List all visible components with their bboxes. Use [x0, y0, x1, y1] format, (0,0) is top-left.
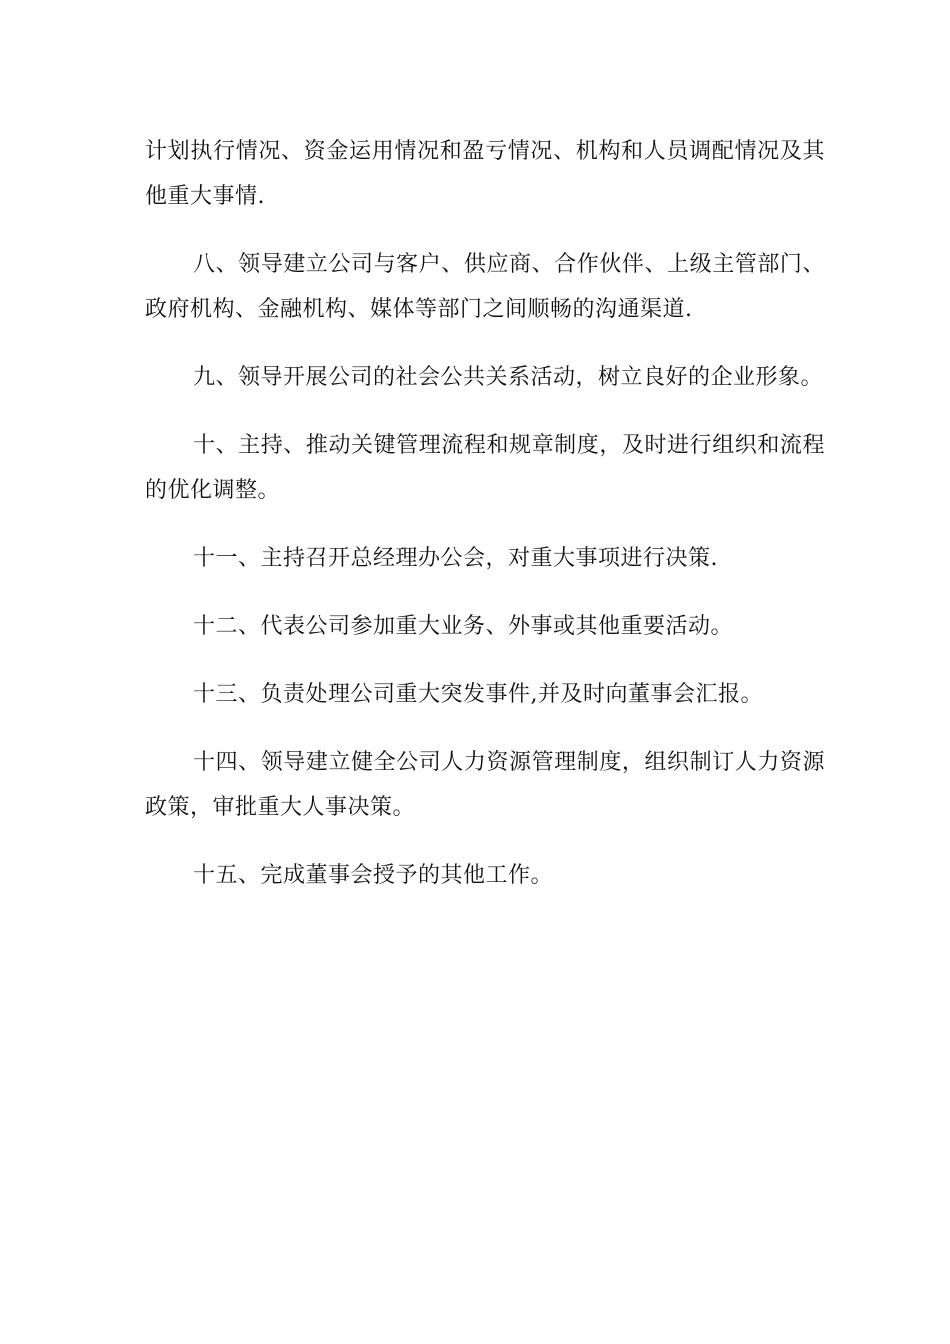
paragraph-continuation: 计划执行情况、资金运用情况和盈亏情况、机构和人员调配情况及其他重大事情.: [145, 139, 825, 209]
paragraph-item-13: 十三、负责处理公司重大突发事件,并及时向董事会汇报。: [193, 682, 763, 707]
paragraph-item-8: 八、领导建立公司与客户、供应商、合作伙伴、上级主管部门、政府机构、金融机构、媒体等部门之间顺畅的沟通渠道.: [145, 252, 825, 322]
paragraph-item-9: 九、领导开展公司的社会公共关系活动，树立良好的企业形象。: [193, 365, 824, 390]
paragraph-item-12: 十二、代表公司参加重大业务、外事或其他重要活动。: [193, 614, 734, 639]
paragraph-item-11: 十一、主持召开总经理办公会，对重大事项进行决策.: [193, 546, 718, 571]
document-body: [145, 129, 825, 921]
paragraph-item-14: 十四、领导建立健全公司人力资源管理制度，组织制订人力资源政策，审批重大人事决策。: [145, 750, 825, 820]
paragraph-item-10: 十、主持、推动关键管理流程和规章制度，及时进行组织和流程的优化调整。: [145, 433, 825, 503]
paragraph-item-15: 十五、完成董事会授予的其他工作。: [193, 863, 554, 888]
